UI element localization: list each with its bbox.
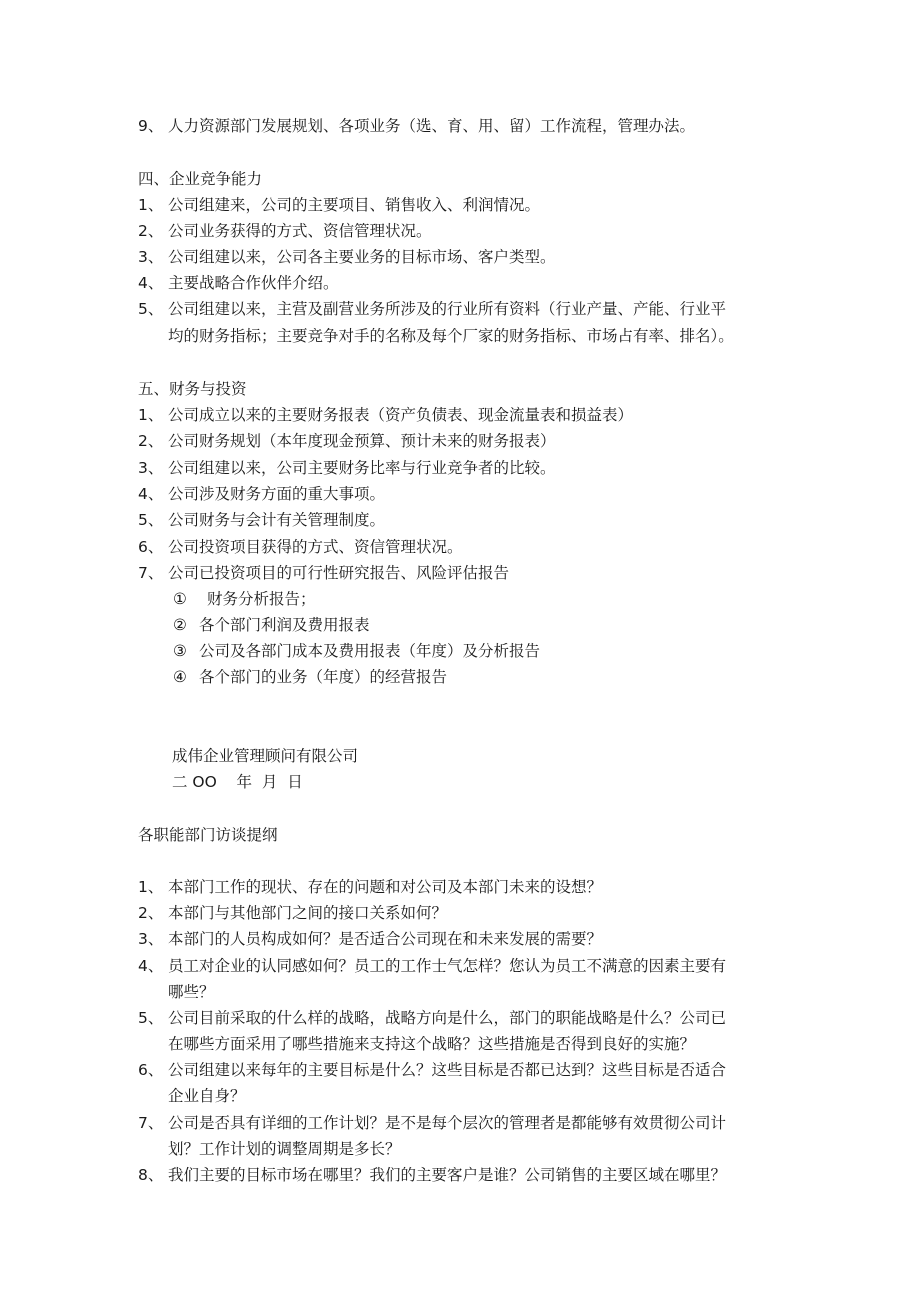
item-text: 公司成立以来的主要财务报表（资产负债表、现金流量表和损益表）: [168, 406, 634, 424]
item-number: 1、: [138, 406, 164, 424]
sub-item-text: 各个部门的业务（年度）的经营报告: [199, 668, 448, 686]
circled-number: ③: [173, 642, 187, 660]
item-text: 公司组建以来每年的主要目标是什么？这些目标是否都已达到？这些目标是否适合: [168, 1061, 727, 1079]
item-text: 公司组建以来，公司主要财务比率与行业竞争者的比较。: [168, 459, 556, 477]
item-text: 公司业务获得的方式、资信管理状况。: [168, 222, 432, 240]
circled-number: ②: [173, 616, 187, 634]
item-text: 公司是否具有详细的工作计划？是不是每个层次的管理者是都能够有效贯彻公司计: [168, 1114, 727, 1132]
item-number: 3、: [138, 459, 164, 477]
item-number: 7、: [138, 564, 164, 582]
item-number: 2、: [138, 904, 164, 922]
item-number: 4、: [138, 485, 164, 503]
item-number: 4、: [138, 957, 164, 975]
item-text: 公司已投资项目的可行性研究报告、风险评估报告: [168, 564, 510, 582]
item-number: 6、: [138, 1061, 164, 1079]
item-number: 6、: [138, 538, 164, 556]
item-number: 1、: [138, 878, 164, 896]
item-text: 均的财务指标；主要竞争对手的名称及每个厂家的财务指标、市场占有率、排名）。: [168, 327, 734, 345]
item-text: 公司目前采取的什么样的战略，战略方向是什么，部门的职能战略是什么？公司已: [168, 1009, 727, 1027]
section-heading: 五、财务与投资: [138, 380, 247, 398]
item-number: 1、: [138, 196, 164, 214]
item-number: 5、: [138, 1009, 164, 1027]
item-number: 3、: [138, 248, 164, 266]
item-text: 公司组建以来，主营及副营业务所涉及的行业所有资料（行业产量、产能、行业平: [168, 300, 727, 318]
section-heading: 四、企业竞争能力: [138, 170, 263, 188]
item-number: 4、: [138, 274, 164, 292]
item-text: 公司财务规划（本年度现金预算、预计未来的财务报表）: [168, 432, 556, 450]
item-number: 8、: [138, 1166, 164, 1184]
item-number: 2、: [138, 222, 164, 240]
item-text: 人力资源部门发展规划、各项业务（选、育、用、留）工作流程，管理办法。: [168, 117, 696, 135]
item-text: 我们主要的目标市场在哪里？我们的主要客户是谁？公司销售的主要区域在哪里？: [168, 1166, 727, 1184]
item-text: 哪些？: [168, 983, 215, 1001]
item-number: 7、: [138, 1114, 164, 1132]
item-text: 公司组建来，公司的主要项目、销售收入、利润情况。: [168, 196, 541, 214]
sub-item-text: 公司及各部门成本及费用报表（年度）及分析报告: [199, 642, 541, 660]
item-text: 本部门工作的现状、存在的问题和对公司及本部门未来的设想？: [168, 878, 603, 896]
item-text: 划？工作计划的调整周期是多长？: [168, 1140, 401, 1158]
item-text: 公司涉及财务方面的重大事项。: [168, 485, 386, 503]
circled-number: ④: [173, 668, 187, 686]
item-text: 本部门与其他部门之间的接口关系如何？: [168, 904, 448, 922]
item-number: 9、: [138, 117, 164, 135]
item-number: 5、: [138, 511, 164, 529]
item-text: 在哪些方面采用了哪些措施来支持这个战略？这些措施是否得到良好的实施？: [168, 1035, 696, 1053]
item-text: 员工对企业的认同感如何？员工的工作士气怎样？您认为员工不满意的因素主要有: [168, 957, 727, 975]
item-text: 公司财务与会计有关管理制度。: [168, 511, 386, 529]
item-text: 主要战略合作伙伴介绍。: [168, 274, 339, 292]
circled-number: ①: [173, 590, 187, 608]
item-text: 公司组建以来，公司各主要业务的目标市场、客户类型。: [168, 248, 556, 266]
company-name: 成伟企业管理顾问有限公司: [172, 747, 359, 765]
item-number: 5、: [138, 300, 164, 318]
outline-title: 各职能部门访谈提纲: [138, 826, 278, 844]
item-text: 公司投资项目获得的方式、资信管理状况。: [168, 538, 463, 556]
sub-item-text: 各个部门利润及费用报表: [199, 616, 370, 634]
item-text: 本部门的人员构成如何？是否适合公司现在和未来发展的需要？: [168, 930, 603, 948]
item-number: 3、: [138, 930, 164, 948]
signature-date: 二 OO 年 月 日: [172, 773, 303, 791]
sub-item-text: 财务分析报告；: [207, 590, 316, 608]
item-text: 企业自身？: [168, 1087, 246, 1105]
item-number: 2、: [138, 432, 164, 450]
